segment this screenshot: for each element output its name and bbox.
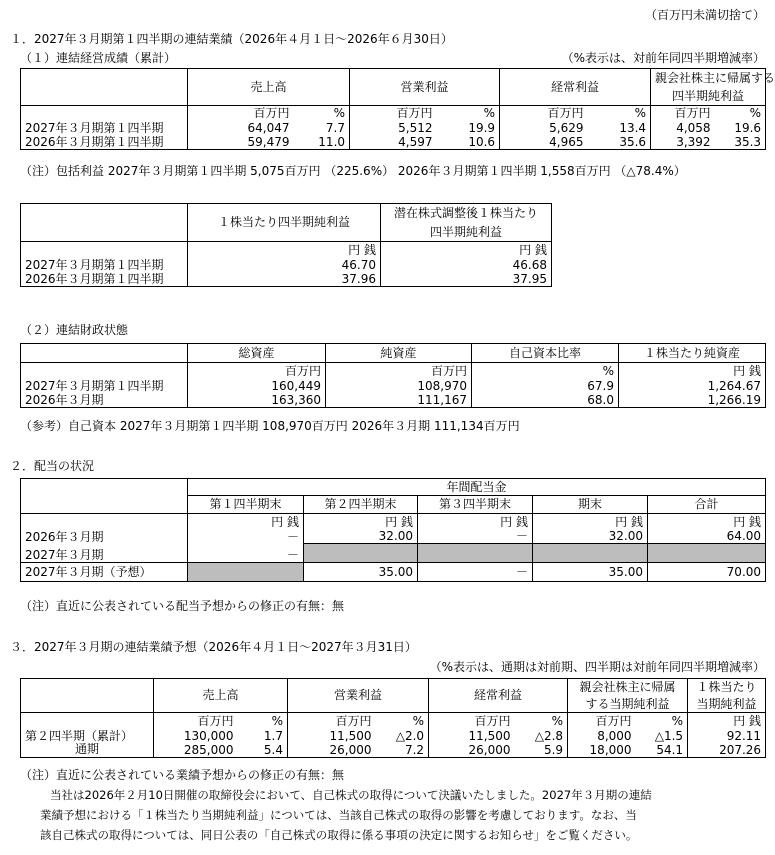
value-cell: － [188, 544, 304, 563]
unit-cell: 円 銭 [188, 242, 381, 257]
value-cell: △2.8 [534, 728, 564, 743]
unit-cell: 百万円 [500, 106, 588, 120]
value-cell: 4,965 [500, 135, 588, 150]
col-header-q3-end: 第３四半期末 [418, 496, 533, 514]
value-cell: 10.6 [437, 135, 500, 150]
col-header-net-income-line1: 親会社株主に帰属 [568, 679, 688, 696]
value-cell: △2.0 [395, 728, 425, 743]
col-header-eps-line2: 当期純利益 [688, 696, 766, 713]
forecast-table [20, 678, 766, 758]
section2-title: ２．配当の状況 [10, 459, 95, 473]
value-cell: 26,000 [429, 743, 515, 758]
row-label: 2027年３月期第１四半期 [21, 257, 188, 272]
table-row [21, 544, 766, 563]
equity-reference-note: （参考）自己資本 2027年３月期第１四半期 108,970百万円 2026年３月期 111,134百万円 [20, 419, 520, 433]
unit-cell: % [238, 713, 288, 728]
value-cell: 54.1 [636, 743, 688, 758]
section3-note: （%表示は、通期は対前期、四半期は対前年同四半期増減率） [429, 660, 765, 674]
value-cell: 7.2 [376, 743, 429, 758]
table-row [21, 529, 766, 544]
unit-cell: 円 銭 [381, 242, 552, 257]
col-header-equity-ratio: 自己資本比率 [472, 344, 619, 363]
unit-cell: % [715, 106, 766, 120]
value-cell: 285,000 [154, 743, 238, 758]
section1-sub1-title: （１）連結経営成績（累計） [20, 51, 177, 65]
col-header-q2-end: 第２四半期末 [304, 496, 418, 514]
table-corner [21, 344, 188, 363]
unit-note: （百万円未満切捨て） [644, 8, 765, 22]
table-row [21, 257, 552, 272]
table-row [21, 728, 766, 743]
buyback-paragraph-line: 該自己株式の取得については、同日公表の「自己株式の取得に係る事項の決定に関するお知らせ」をご覧ください。 [40, 828, 638, 842]
unit-cell: % [588, 106, 651, 120]
value-cell: 5.9 [515, 743, 568, 758]
col-header-ordinary-income: 経常利益 [429, 679, 568, 713]
section3-title: ３．2027年３月期の連結業績予想（2026年４月１日～2027年３月31日） [10, 640, 417, 654]
unit-cell: 百万円 [188, 106, 294, 120]
col-header-eps: １株当たり四半期純利益 [188, 204, 381, 242]
row-label: 2026年３月期 [21, 393, 188, 408]
value-cell: 1.7 [263, 728, 284, 743]
unit-cell: % [437, 106, 500, 120]
value-cell: 4,058 [651, 120, 715, 135]
unit-cell: 円 銭 [418, 514, 533, 529]
group-header-annual-dividend: 年間配当金 [188, 479, 766, 496]
value-cell: 18,000 [568, 743, 636, 758]
value-cell: 32.00 [304, 529, 418, 544]
shaded-cell [188, 563, 304, 582]
value-cell: 111,167 [326, 393, 472, 408]
unit-cell: % [636, 713, 688, 728]
value-cell: － [418, 529, 533, 544]
col-header-sales: 売上高 [188, 69, 350, 106]
value-cell: 37.95 [381, 272, 552, 287]
value-cell: 13.4 [619, 120, 647, 135]
row-label: 通期 [21, 743, 154, 758]
value-cell: 32.00 [533, 529, 648, 544]
col-header-operating-income: 営業利益 [288, 679, 429, 713]
value-cell: 35.3 [715, 135, 766, 150]
unit-cell: 円 銭 [304, 514, 418, 529]
col-header-diluted-eps-line2: 四半期純利益 [381, 223, 552, 242]
operating-results-table [20, 68, 775, 150]
dividends-table [20, 478, 766, 582]
table-row [21, 563, 766, 582]
section1-title: １．2027年３月期第１四半期の連結業績（2026年４月１日～2026年６月30日） [10, 32, 453, 46]
col-header-diluted-eps-line1: 潜在株式調整後１株当たり [381, 204, 552, 223]
unit-cell: 円 銭 [188, 514, 304, 529]
col-header-net-income-line1: 親会社株主に帰属する [651, 69, 766, 88]
value-cell: 163,360 [188, 393, 326, 408]
row-label: 2026年３月期第１四半期 [21, 135, 188, 150]
shaded-cell [648, 544, 766, 563]
value-cell: 11,500 [288, 728, 376, 743]
col-header-operating-income: 営業利益 [350, 69, 500, 106]
value-cell: － [418, 563, 533, 582]
unit-cell: 百万円 [154, 713, 238, 728]
table-row [21, 743, 766, 758]
col-header-net-assets: 純資産 [326, 344, 472, 363]
unit-cell: 円 銭 [688, 713, 766, 728]
row-label: 2027年３月期第１四半期 [21, 378, 188, 393]
table-row [21, 272, 552, 287]
col-header-eps-line1: １株当たり [688, 679, 766, 696]
table-corner [21, 204, 188, 242]
value-cell: 5,629 [500, 120, 588, 135]
col-header-total: 合計 [648, 496, 766, 514]
unit-cell: 百万円 [429, 713, 515, 728]
row-label: 2027年３月期 [21, 544, 188, 563]
unit-cell: % [472, 363, 619, 378]
value-cell: 46.68 [381, 257, 552, 272]
financial-position-table [20, 343, 766, 408]
value-cell: 68.0 [472, 393, 619, 408]
shaded-cell [418, 544, 533, 563]
section1-sub2-title: （２）連結財政状態 [20, 323, 129, 337]
table-corner [21, 69, 188, 106]
comprehensive-income-note: （注）包括利益 2027年３月期第１四半期 5,075百万円 （225.6%） 2026年３月期第１四半期 1,558百万円 （△78.4%） [20, 164, 686, 178]
unit-cell: 百万円 [288, 713, 376, 728]
section1-sub1-note: （%表示は、対前年同四半期増減率） [561, 51, 765, 65]
unit-cell: 百万円 [350, 106, 437, 120]
unit-cell: 円 銭 [533, 514, 648, 529]
shaded-cell [304, 544, 418, 563]
value-cell: 59,479 [188, 135, 294, 150]
buyback-paragraph-line: 業績予想における「１株当たり当期純利益」については、当該自己株式の取得の影響を考慮しております。なお、当 [40, 808, 637, 822]
col-header-net-income-line2: する当期純利益 [568, 696, 688, 713]
value-cell: 19.6 [715, 120, 766, 135]
col-header-total-assets: 総資産 [188, 344, 326, 363]
forecast-revision-note: （注）直近に公表されている業績予想からの修正の有無：無 [20, 768, 345, 782]
unit-cell: 円 銭 [619, 363, 766, 378]
value-cell: 7.7 [325, 120, 346, 135]
value-cell: 92.11 [688, 728, 766, 743]
col-header-sales: 売上高 [154, 679, 288, 713]
table-corner [21, 679, 154, 713]
col-header-bps: １株当たり純資産 [619, 344, 766, 363]
col-header-year-end: 期末 [533, 496, 648, 514]
value-cell: 26,000 [288, 743, 376, 758]
value-cell: 67.9 [472, 378, 619, 393]
row-label: 2027年３月期第１四半期 [21, 120, 188, 135]
value-cell: 1,264.67 [619, 378, 766, 393]
value-cell: 46.70 [188, 257, 381, 272]
value-cell: 160,449 [188, 378, 326, 393]
value-cell: 35.6 [588, 135, 651, 150]
table-row [21, 393, 766, 408]
dividend-revision-note: （注）直近に公表されている配当予想からの修正の有無：無 [20, 599, 345, 613]
shaded-cell [533, 544, 648, 563]
unit-cell: 円 銭 [648, 514, 766, 529]
value-cell: 35.00 [533, 563, 648, 582]
value-cell: 64,047 [188, 120, 294, 135]
buyback-paragraph-line: 当社は2026年２月10日開催の取締役会において、自己株式の取得について決議いたしました。2027年３月期の連結 [50, 788, 652, 802]
col-header-net-income-line2: 四半期純利益 [651, 88, 766, 106]
value-cell: 37.96 [188, 272, 381, 287]
value-cell: 108,970 [326, 378, 472, 393]
value-cell: 4,597 [350, 135, 437, 150]
table-row [21, 120, 766, 135]
value-cell: 35.00 [304, 563, 418, 582]
value-cell: 19.9 [468, 120, 496, 135]
col-header-ordinary-income: 経常利益 [500, 69, 651, 106]
value-cell: 3,392 [651, 135, 715, 150]
value-cell: 11.0 [294, 135, 350, 150]
value-cell: 207.26 [688, 743, 766, 758]
value-cell: 8,000 [568, 728, 636, 743]
value-cell: △1.5 [654, 728, 684, 743]
value-cell: 64.00 [648, 529, 766, 544]
value-cell: 1,266.19 [619, 393, 766, 408]
unit-cell: 百万円 [188, 363, 326, 378]
value-cell: 11,500 [429, 728, 515, 743]
unit-cell: 百万円 [651, 106, 715, 120]
value-cell: 5.4 [238, 743, 288, 758]
table-corner [21, 479, 188, 514]
row-label: 2026年３月期第１四半期 [21, 272, 188, 287]
row-label: 2026年３月期 [21, 529, 188, 544]
unit-cell: % [376, 713, 429, 728]
value-cell: 5,512 [350, 120, 437, 135]
row-label: 第２四半期（累計） [21, 728, 154, 743]
table-row [21, 135, 766, 150]
unit-cell: 百万円 [326, 363, 472, 378]
unit-cell: % [515, 713, 568, 728]
row-label: 2027年３月期（予想） [21, 563, 188, 582]
eps-table [20, 203, 552, 287]
col-header-q1-end: 第１四半期末 [188, 496, 304, 514]
value-cell: 130,000 [154, 728, 238, 743]
value-cell: － [188, 529, 304, 544]
table-row [21, 378, 766, 393]
unit-cell: 百万円 [568, 713, 636, 728]
value-cell: 70.00 [648, 563, 766, 582]
unit-cell: % [294, 106, 350, 120]
